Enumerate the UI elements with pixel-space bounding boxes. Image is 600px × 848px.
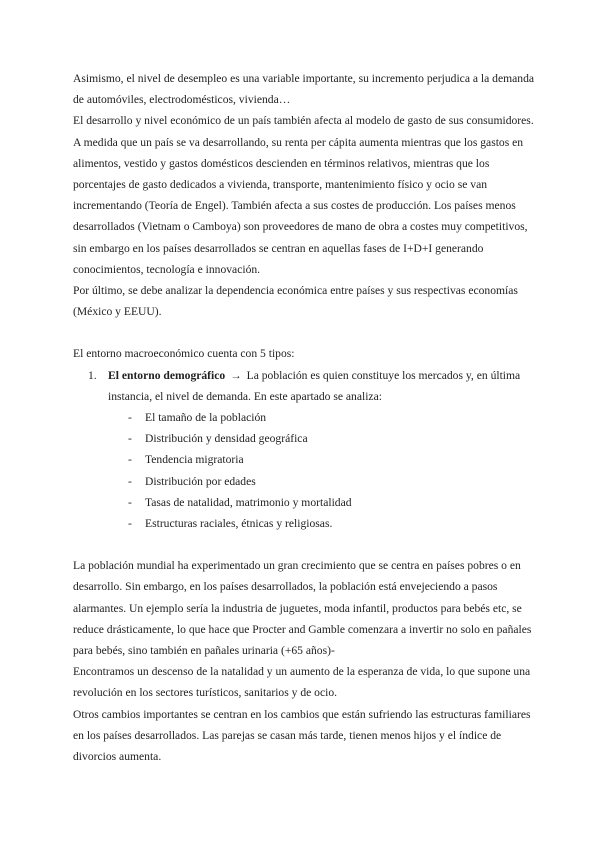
dash-bullet: - — [128, 517, 132, 531]
bullet-text: Distribución y densidad geográfica — [145, 432, 308, 446]
list-item — [73, 449, 535, 470]
document-page — [73, 68, 535, 767]
dash-bullet: - — [128, 411, 132, 425]
bullet-text: Tasas de natalidad, matrimonio y mortalidad — [145, 495, 352, 509]
bullet-text: Distribución por edades — [145, 474, 256, 488]
bullet-text: Estructuras raciales, étnicas y religiosas. — [145, 517, 333, 531]
dash-bullet: - — [128, 432, 132, 446]
list-item — [73, 471, 535, 492]
bullet-list — [73, 407, 535, 534]
paragraph-estructuras-familiares: Otros cambios importantes se centran en los cambios que están sufriendo las estructuras familiares en los países desarrollados. Las parejas se casan más tarde, tienen menos hijos y el índice de divorcios aumenta. — [73, 707, 531, 764]
list-item — [73, 492, 535, 513]
list-item — [73, 428, 535, 449]
paragraph-poblacion-mundial: La población mundial ha experimentado un gran crecimiento que se centra en países pobres o en desarrollo. Sin embargo, en los países desarrollados, la población está envejeciendo a pasos alarmantes. Un ejemplo sería la industria de juguetes, moda infantil, productos para bebés etc, se reduce drásticamente, lo que hace que Procter and Gamble comenzara a invertir no solo en pañales para bebés, sino también en pañales urinaria (+65 años)- — [73, 559, 532, 658]
list-item — [73, 407, 535, 428]
spacer — [73, 534, 535, 555]
spacer — [73, 322, 535, 343]
bullet-text: El tamaño de la población — [145, 411, 267, 425]
right-arrow-icon: → — [230, 368, 242, 382]
paragraph-desarrollo-economico: El desarrollo y nivel económico de un país también afecta al modelo de gasto de sus consumidores. A medida que un país se va desarrollando, su renta per cápita aumenta mientras que los gastos en alimentos, vestido y gastos domésticos descienden en términos relativos, mientras que los porcentajes de gasto dedicados a vivienda, transporte, mantenimiento físico y ocio se van incrementando (Teoría de Engel). También afecta a sus costes de producción. Los países menos desarrollados (Vietnam o Camboya) son proveedores de mano de obra a costes muy competitivos, sin embargo en los países desarrollados se centran en aquellas fases de I+D+I generando conocimientos, tecnología e innovación. — [73, 114, 534, 276]
list-item — [73, 513, 535, 534]
paragraph-dependencia-economica: Por último, se debe analizar la dependencia económica entre países y sus respectivas economías (México y EEUU). — [73, 284, 518, 319]
list-item-title: El entorno demográfico — [108, 368, 226, 382]
paragraph-desempleo: Asimismo, el nivel de desempleo es una variable importante, su incremento perjudica a la demanda de automóviles, electrodomésticos, vivienda… — [73, 72, 535, 107]
dash-bullet: - — [128, 495, 132, 509]
list-intro: El entorno macroeconómico cuenta con 5 tipos: — [73, 347, 295, 361]
list-item-text: La población es quien constituye los mercados y, en última instancia, el nivel de demanda. En este apartado se analiza: — [108, 368, 521, 403]
dash-bullet: - — [128, 453, 132, 467]
paragraph-natalidad: Encontramos un descenso de la natalidad y un aumento de la esperanza de vida, lo que supone una revolución en los sectores turísticos, sanitarios y de ocio. — [73, 665, 531, 700]
dash-bullet: - — [128, 474, 132, 488]
bullet-text: Tendencia migratoria — [145, 453, 244, 467]
list-item-demografico — [73, 365, 535, 407]
list-number: 1. — [88, 368, 97, 382]
